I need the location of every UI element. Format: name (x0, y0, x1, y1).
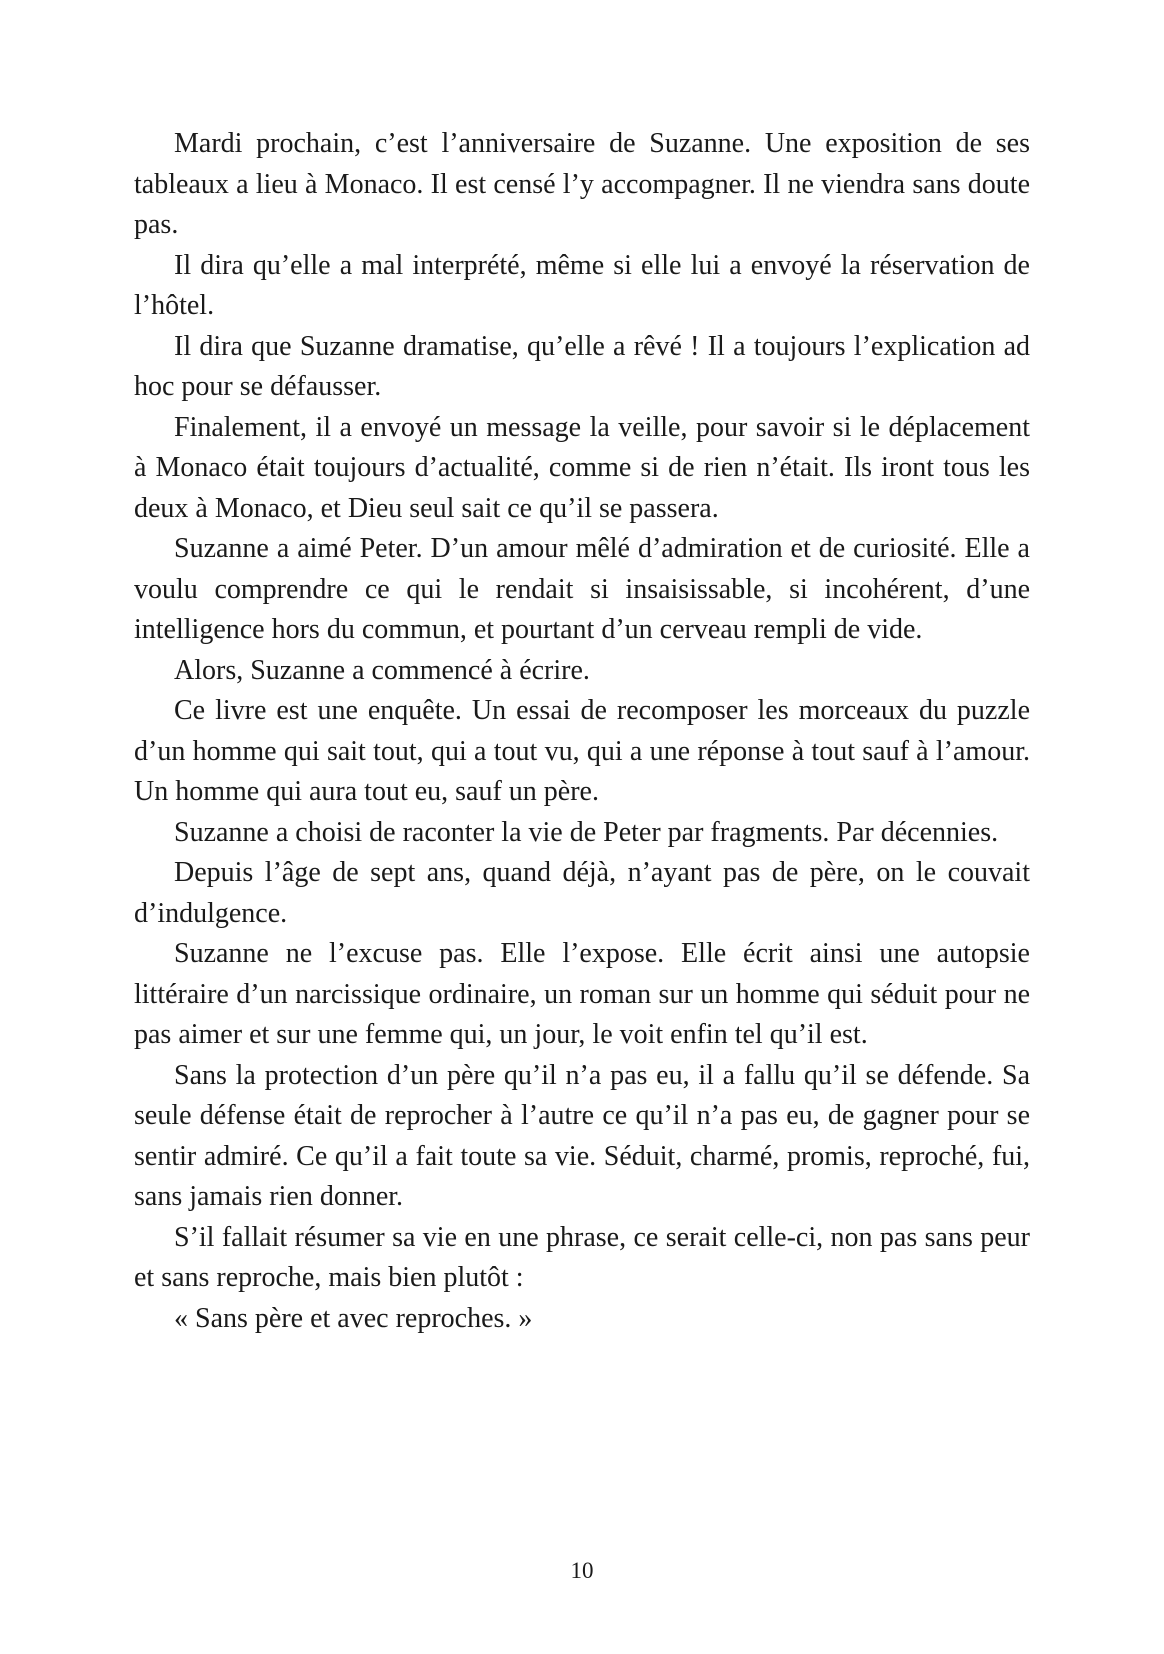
body-text (134, 124, 1030, 1339)
paragraph: Alors, Suzanne a commencé à écrire. (174, 654, 590, 686)
paragraph: Suzanne a choisi de raconter la vie de Peter par fragments. Par décennies. (174, 816, 999, 848)
paragraph: « Sans père et avec reproches. » (174, 1302, 533, 1334)
page-number: 10 (570, 1558, 594, 1583)
paragraph: Ce livre est une enquête. Un essai de recomposer les morceaux du puzzle d’un homme qui sait tout, qui a tout vu, qui a une réponse à tout sauf à l’amour. Un homme qui aura tout eu, sauf un père. (134, 695, 1030, 807)
paragraph: Il dira que Suzanne dramatise, qu’elle a rêvé ! Il a toujours l’explication ad hoc pour se défausser. (134, 330, 1030, 402)
paragraph: Depuis l’âge de sept ans, quand déjà, n’ayant pas de père, on le couvait d’indulgence. (134, 857, 1030, 929)
paragraph: Sans la protection d’un père qu’il n’a pas eu, il a fallu qu’il se défende. Sa seule défense était de reprocher à l’autre ce qu’il n’a pas eu, de gagner pour se sentir admiré. Ce qu’il a fait toute sa vie. Séduit, charmé, promis, reproché, fui, sans jamais rien donner. (134, 1059, 1030, 1212)
paragraph: Finalement, il a envoyé un message la veille, pour savoir si le déplacement à Monaco était toujours d’actualité, comme si de rien n’était. Ils iront tous les deux à Monaco, et Dieu seul sait ce qu’il se passera. (134, 411, 1030, 524)
paragraph: Suzanne a aimé Peter. D’un amour mêlé d’admiration et de curiosité. Elle a voulu comprendre ce qui le rendait si insaisissable, si incohérent, d’une intelligence hors du commun, et pourtant d’un cerveau rempli de vide. (134, 533, 1030, 645)
paragraph: Suzanne ne l’excuse pas. Elle l’expose. Elle écrit ainsi une autopsie littéraire d’un narcissique ordinaire, un roman sur un homme qui séduit pour ne pas aimer et sur une femme qui, un jour, le voit enfin tel qu’il est. (134, 938, 1030, 1050)
paragraph: Il dira qu’elle a mal interprété, même si elle lui a envoyé la réservation de l’hôtel. (134, 249, 1030, 321)
paragraph: S’il fallait résumer sa vie en une phrase, ce serait celle-ci, non pas sans peur et sans reproche, mais bien plutôt : (134, 1221, 1030, 1293)
paragraph: Mardi prochain, c’est l’anniversaire de Suzanne. Une exposition de ses tableaux a lieu à Monaco. Il est censé l’y accompagner. Il ne viendra sans doute pas. (134, 128, 1030, 240)
